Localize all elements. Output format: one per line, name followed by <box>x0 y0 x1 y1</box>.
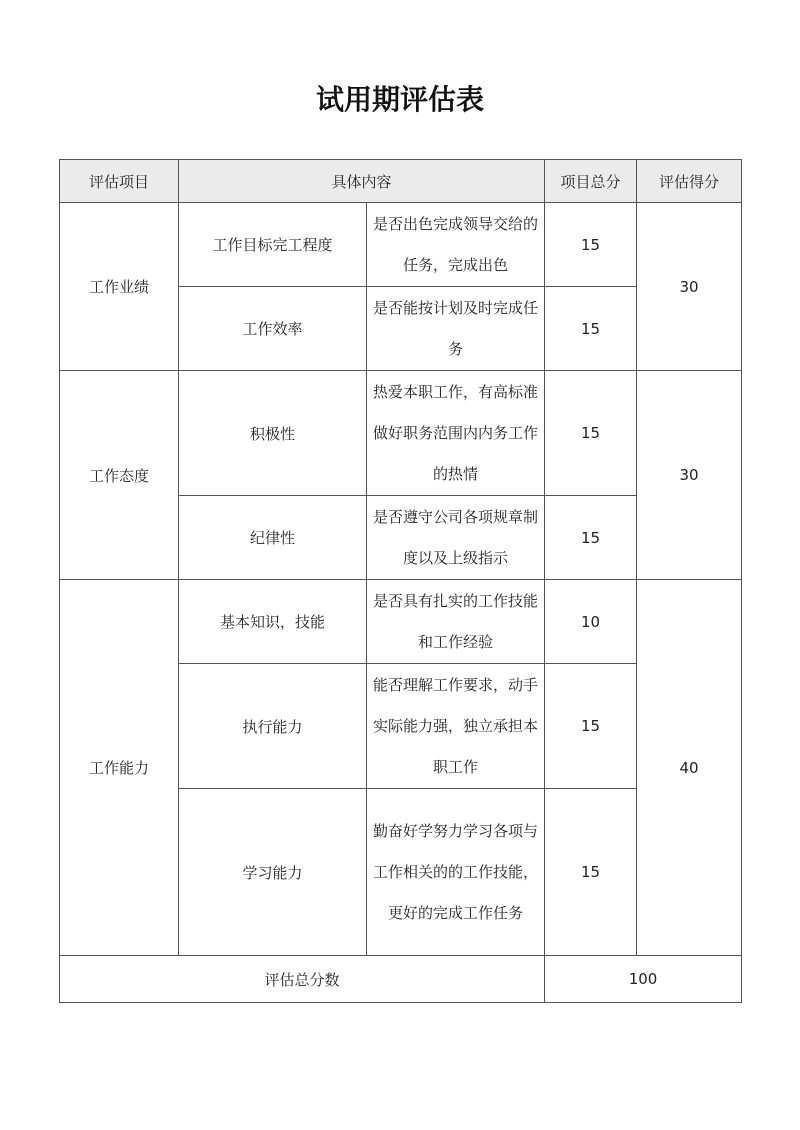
header-content: 具体内容 <box>179 160 545 203</box>
page-title: 试用期评估表 <box>315 83 484 116</box>
item-desc-cell: 是否遵守公司各项规章制度以及上级指示 <box>367 496 545 580</box>
eval-score-cell: 30 <box>637 203 742 371</box>
header-eval-score: 评估得分 <box>637 160 742 203</box>
item-score-cell: 15 <box>545 203 637 287</box>
item-score-cell: 15 <box>545 496 637 580</box>
eval-score-cell: 30 <box>637 371 742 580</box>
table-row <box>60 371 742 496</box>
item-name-cell: 工作目标完工程度 <box>179 203 367 287</box>
item-desc-cell: 热爱本职工作，有高标准做好职务范围内内务工作的热情 <box>367 371 545 496</box>
item-desc-cell: 是否出色完成领导交给的任务，完成出色 <box>367 203 545 287</box>
item-score-cell: 10 <box>545 580 637 664</box>
item-name-cell: 纪律性 <box>179 496 367 580</box>
eval-score-cell: 40 <box>637 580 742 956</box>
item-name-cell: 工作效率 <box>179 287 367 371</box>
category-cell: 工作态度 <box>60 371 179 580</box>
item-name-cell: 学习能力 <box>179 789 367 956</box>
total-label-cell: 评估总分数 <box>60 956 545 1003</box>
category-cell: 工作能力 <box>60 580 179 956</box>
header-category: 评估项目 <box>60 160 179 203</box>
item-desc-cell: 能否理解工作要求，动手实际能力强，独立承担本职工作 <box>367 664 545 789</box>
table-row <box>60 203 742 287</box>
item-score-cell: 15 <box>545 287 637 371</box>
total-value-cell: 100 <box>545 956 742 1003</box>
total-row <box>60 956 742 1003</box>
item-desc-cell: 勤奋好学努力学习各项与工作相关的的工作技能，更好的完成工作任务 <box>367 789 545 956</box>
item-name-cell: 执行能力 <box>179 664 367 789</box>
header-item-score: 项目总分 <box>545 160 637 203</box>
item-score-cell: 15 <box>545 371 637 496</box>
item-name-cell: 积极性 <box>179 371 367 496</box>
category-cell: 工作业绩 <box>60 203 179 371</box>
item-name-cell: 基本知识，技能 <box>179 580 367 664</box>
item-desc-cell: 是否能按计划及时完成任务 <box>367 287 545 371</box>
evaluation-table <box>59 159 742 1003</box>
item-score-cell: 15 <box>545 664 637 789</box>
item-score-cell: 15 <box>545 789 637 956</box>
item-desc-cell: 是否具有扎实的工作技能和工作经验 <box>367 580 545 664</box>
table-row <box>60 580 742 664</box>
table-header-row <box>60 160 742 203</box>
